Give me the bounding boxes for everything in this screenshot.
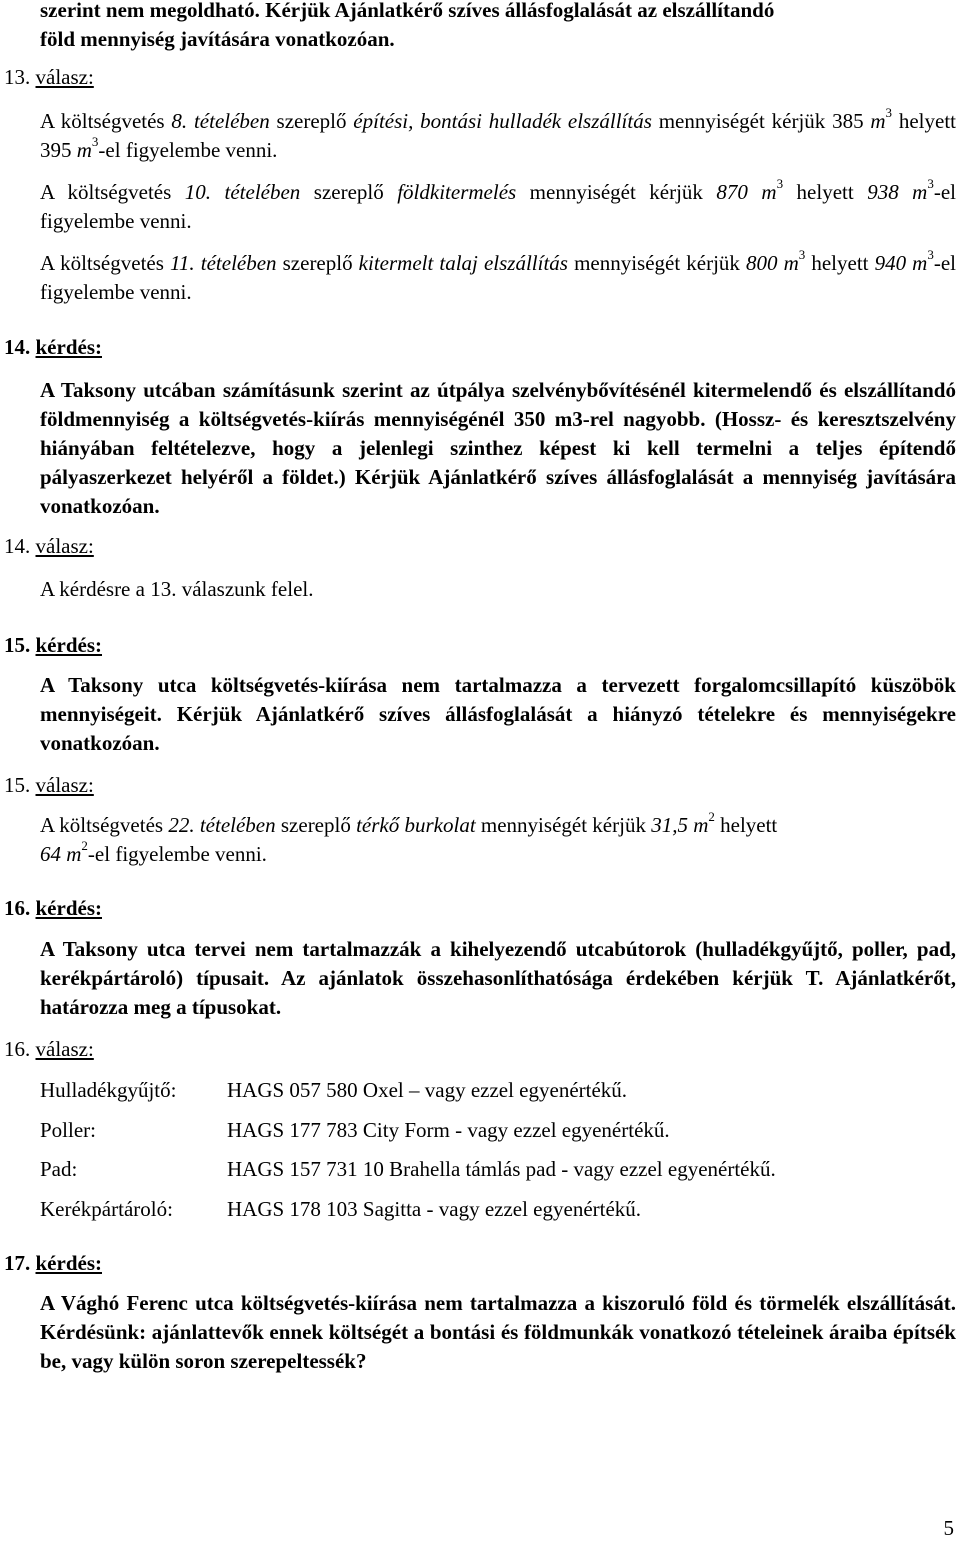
question-17-text: A Vághó Ferenc utca költségvetés-kiírása nem tartalmazza a kiszoruló föld és törmelék elszállítását. Kérdésünk: ajánlattevők ennek költségét a bontási és földmunkák vonatkozó tételeinek áraiba építsék be, vagy külön soron szerepeltessék? <box>40 1291 956 1373</box>
intro-text <box>40 0 956 54</box>
question-15-number: 15. <box>4 633 31 657</box>
answer-13-heading <box>4 63 94 92</box>
item-label: Kerékpártároló: <box>40 1197 173 1221</box>
item-value: HAGS 178 103 Sagitta - vagy ezzel egyenértékű. <box>227 1197 642 1221</box>
answer-13-label: válasz: <box>35 65 94 89</box>
answer-15-paragraph: A költségvetés 22. tételében szereplő térkő burkolat mennyiségét kérjük 31,5 $m^2$ helyett 64 $m^2-el$ figyelembe venni. <box>40 809 778 866</box>
item-value: HAGS 177 783 City Form - vagy ezzel egyenértékű. <box>227 1118 670 1142</box>
question-16-label: kérdés: <box>35 896 102 920</box>
question-16-text: A Taksony utca tervei nem tartalmazzák a kihelyezendő utcabútorok (hulladékgyűjtő, poller, pad, kerékpártároló) típusait. Az ajánlatok összehasonlíthatósága érdekében kérjük T. Ajánlatkérőt, határozza meg a típusokat. <box>40 937 956 1019</box>
question-17-number: 17. <box>4 1251 31 1275</box>
answer-13-paragraph-3: A költségvetés 11. tételében szereplő kitermelt talaj elszállítás mennyiségét kérjük 800 $m^3$ helyett 940 $m^3-el$ figyelembe venni. <box>40 247 956 304</box>
question-17-label: kérdés: <box>35 1251 102 1275</box>
question-14-text: A Taksony utcában számításunk szerint az útpálya szelvénybővítésénél kitermelendő és elszállítandó földmennyiség a költségvetés-kiírás mennyiségénél 350 m3-rel nagyobb. (Hossz- és keresztszelvény hiányában feltételezve, hogy a jelenlegi szinthez képest ki kell termelni a teljes építendő pályaszerkezet helyéről a földet.) Kérjük Ajánlatkérő szíves állásfoglalását a mennyiség javítására vonatkozóan. <box>40 378 956 518</box>
item-label: Pad: <box>40 1157 78 1181</box>
answer-14-number: 14. <box>4 534 31 558</box>
question-16-number: 16. <box>4 896 31 920</box>
answer-13-paragraph-2: A költségvetés 10. tételében szereplő földkitermelés mennyiségét kérjük 870 $m^3$ helyett 938 $m^3-el$ figyelembe venni. <box>40 176 956 233</box>
intro-line-2: föld mennyiség javítására vonatkozóan. <box>40 27 395 51</box>
answer-15-label: válasz: <box>35 773 94 797</box>
answer-14-label: válasz: <box>35 534 94 558</box>
item-value: HAGS 157 731 10 Brahella támlás pad - vagy ezzel egyenértékű. <box>227 1157 776 1181</box>
answer-13-paragraph-1: A költségvetés 8. tételében szereplő építési, bontási hulladék elszállítás mennyiségét kérjük 385 $m^3$ helyett 395 $m^3-el$ figyelembe venni. <box>40 105 956 162</box>
answer-15-heading <box>4 771 94 800</box>
question-16-heading <box>4 894 102 923</box>
question-14-label: kérdés: <box>35 335 102 359</box>
answer-14-text: A kérdésre a 13. válaszunk felel. <box>40 577 314 601</box>
question-14-heading <box>4 333 102 362</box>
answer-16-label: válasz: <box>35 1037 94 1061</box>
question-15-label: kérdés: <box>35 633 102 657</box>
item-label: Hulladékgyűjtő: <box>40 1078 177 1102</box>
intro-line-1: szerint nem megoldható. Kérjük Ajánlatkérő szíves állásfoglalását az elszállítandó <box>40 0 775 22</box>
question-15-heading <box>4 631 102 660</box>
question-15-text: A Taksony utca költségvetés-kiírása nem tartalmazza a tervezett forgalomcsillapító küszöbök mennyiségeit. Kérjük Ajánlatkérő szíves állásfoglalását a hiányzó tételekre és mennyiségekre vonatkozóan. <box>40 673 956 755</box>
answer-13-number: 13. <box>4 65 31 89</box>
page-number: 5 <box>943 1516 954 1540</box>
item-label: Poller: <box>40 1118 96 1142</box>
question-14-number: 14. <box>4 335 31 359</box>
item-value: HAGS 057 580 Oxel – vagy ezzel egyenértékű. <box>227 1078 628 1102</box>
answer-15-number: 15. <box>4 773 31 797</box>
answer-16-heading <box>4 1035 94 1064</box>
answer-14-heading <box>4 532 94 561</box>
answer-16-number: 16. <box>4 1037 31 1061</box>
question-17-heading <box>4 1249 102 1278</box>
